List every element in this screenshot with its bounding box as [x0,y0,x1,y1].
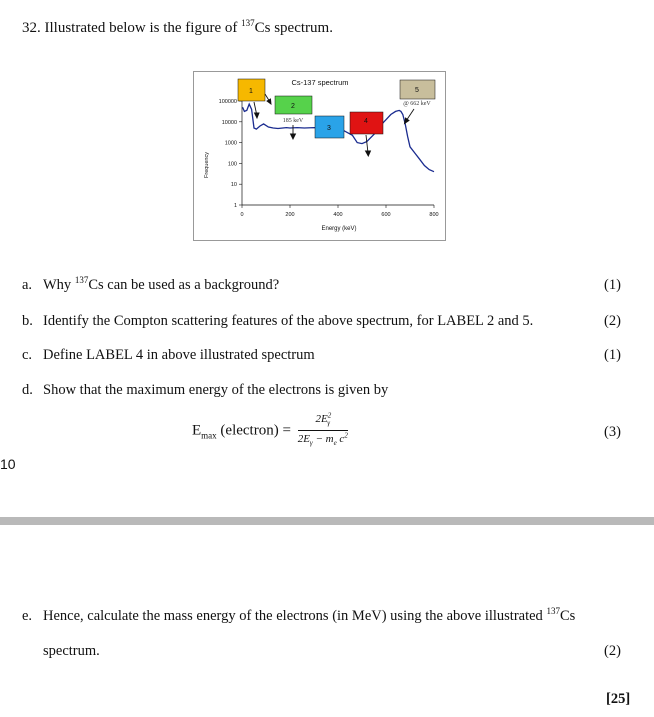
part-e-isotope-mass: 137 [546,606,560,617]
question-title-suffix: Cs spectrum. [254,20,333,36]
y-tick-label: 100 [227,161,237,168]
formula-den-a: 2E [297,433,310,446]
formula-den-c-sup: 2 [344,431,348,440]
question-title [22,20,333,37]
formula-den-a-sub: γ [309,439,313,448]
formula-den-c: c [336,433,345,446]
formula-lhs-sub: max [201,430,217,441]
label-5-energy-note: @ 662 keV [403,101,431,107]
part-d-text: Show that the maximum energy of the electrons is given by [43,382,389,398]
y-tick-label: 1000 [224,140,237,147]
arrow-1-head [255,113,260,118]
label-box-2-number: 2 [291,103,295,110]
x-axis [240,205,438,218]
arrow-4 [366,135,368,153]
part-a-text-after: Cs can be used as a background? [88,277,280,293]
part-d-marks: (3) [604,424,621,440]
part-b-letter: b. [22,313,33,329]
part-e-text [43,608,643,625]
y-tick-label: 1 [233,203,237,209]
formula-den-b-sub: e [333,439,337,448]
part-a-isotope-mass: 137 [74,275,89,286]
page-margin-number: 10 [0,456,16,472]
x-tick-label: 200 [285,212,295,218]
formula-num-base: 2E [315,413,328,425]
y-tick-label: 10000 [221,119,237,126]
y-axis-label: Frequency [204,152,210,178]
x-tick-label: 0 [240,212,244,218]
formula-num-sup: 2 [327,411,332,420]
part-c-letter: c. [22,347,33,363]
y-tick-label: 10 [230,182,237,189]
label-box-3-number: 3 [327,125,331,132]
spectrum-figure [193,71,446,241]
x-tick-label: 400 [333,212,343,218]
part-d-letter: d. [22,382,33,398]
part-c-text: Define LABEL 4 in above illustrated spectrum [43,347,315,363]
formula-num-sub: γ [327,419,330,428]
part-a-text-before: Why [43,277,75,293]
arrow-1b-head [267,99,271,104]
arrow-5-head [405,118,410,124]
y-axis [219,99,242,209]
spectrum-chart [194,72,447,242]
x-tick-label: 600 [381,212,391,218]
max-energy-formula [192,412,348,450]
arrow-2-head [291,134,296,139]
formula-denominator [298,431,348,450]
part-a-letter: a. [22,277,33,293]
isotope-mass: 137 [241,18,255,28]
part-e-text-main: Hence, calculate the mass energy of the electrons (in MeV) using the above illustrated [43,608,547,624]
part-c-marks: (1) [604,347,621,363]
part-e-isotope-symbol: Cs [559,608,576,624]
total-marks: [25] [606,691,631,707]
part-a-text [43,277,279,294]
question-number: 32. [22,20,41,36]
label-box-4-number: 4 [364,118,368,125]
arrow-4-head [366,151,371,156]
part-e-text-line2: spectrum. [43,643,100,659]
chart-title: Cs-137 spectrum [291,78,349,87]
part-e-letter: e. [22,608,33,624]
part-b-text: Identify the Compton scattering features of the above spectrum, for LABEL 2 and 5. [43,313,534,329]
formula-fraction [298,412,348,450]
x-tick-label: 800 [429,212,439,218]
formula-den-b: − m [312,433,334,446]
part-e-marks: (2) [604,643,621,659]
part-a-marks: (1) [604,277,621,293]
label-box-5-number: 5 [415,87,419,94]
y-tick-label: 100000 [218,99,237,105]
formula-lhs-main: E [192,422,202,439]
x-axis-label: Energy (keV) [321,226,357,232]
label-2-energy-note: 185 keV [282,118,304,124]
formula-numerator [298,412,348,431]
question-title-prefix: Illustrated below is the figure of [44,20,242,36]
page-divider [0,517,654,525]
part-b-marks: (2) [604,313,621,329]
label-box-1-number: 1 [249,88,253,95]
formula-lhs-rest: (electron) = [216,422,295,439]
